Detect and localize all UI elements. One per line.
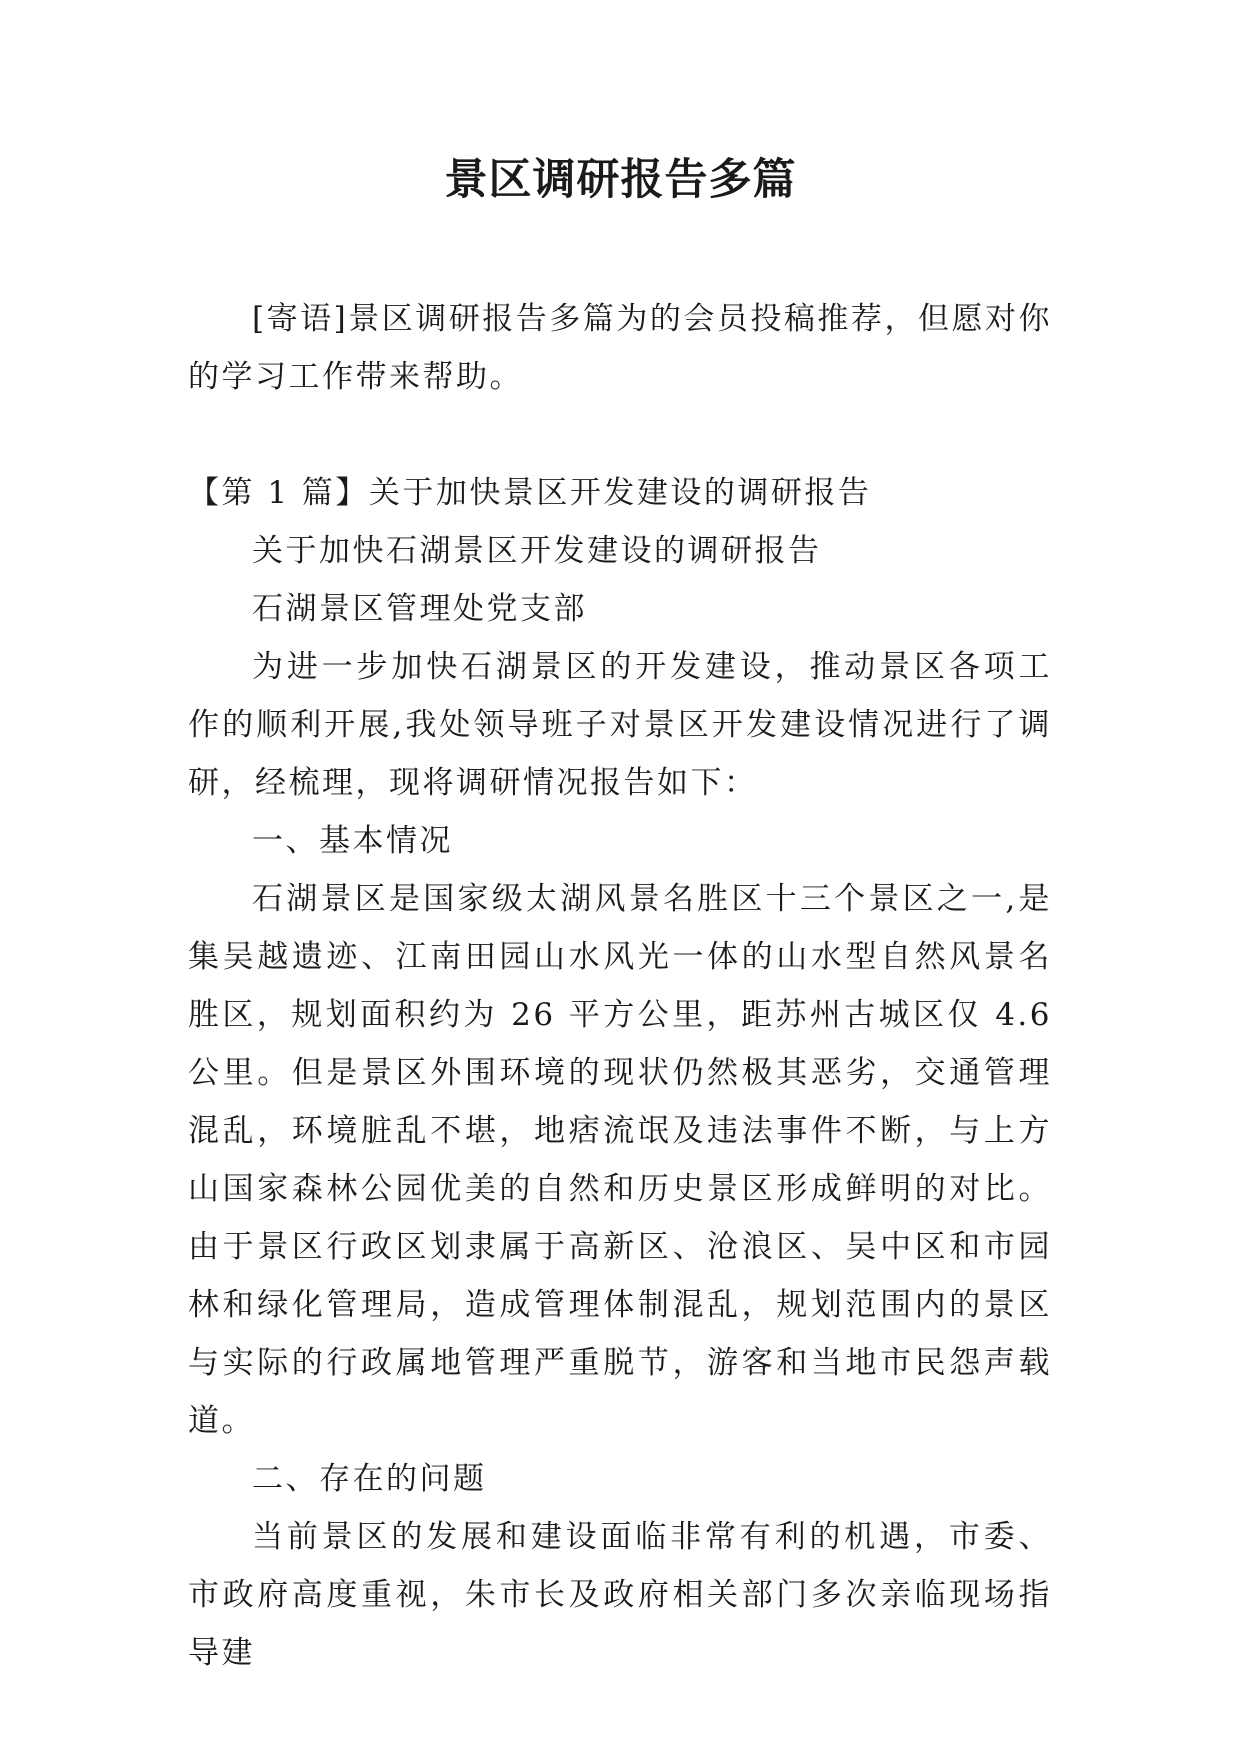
opening-paragraph: 为进一步加快石湖景区的开发建设，推动景区各项工作的顺利开展,我处领导班子对景区开发建设情况进行了调研，经梳理，现将调研情况报告如下： [188, 649, 1052, 801]
problems-heading: 二、存在的问题 [252, 1461, 487, 1497]
report-title: 关于加快石湖景区开发建设的调研报告 [252, 533, 822, 569]
intro-paragraph: [寄语]景区调研报告多篇为的会员投稿推荐，但愿对你的学习工作带来帮助。 [188, 301, 1052, 395]
problems-paragraph: 当前景区的发展和建设面临非常有利的机遇，市委、市政府高度重视，朱市长及政府相关部门多次亲临现场指导建 [188, 1519, 1052, 1671]
report-author: 石湖景区管理处党支部 [252, 591, 587, 627]
basic-situation-heading: 一、基本情况 [252, 823, 453, 859]
blank-line [188, 406, 1052, 464]
document-body [188, 290, 1052, 1682]
document-title: 景区调研报告多篇 [444, 155, 797, 205]
basic-situation-paragraph: 石湖景区是国家级太湖风景名胜区十三个景区之一,是集吴越遗迹、江南田园山水风光一体的山水型自然风景名胜区，规划面积约为 26 平方公里，距苏州古城区仅 4.6 公里。但是景区外围环境的现状仍然极其恶劣，交通管理混乱，环境脏乱不堪，地痞流氓及违法事件不断，与上方山国家森林公园优美的自然和历史景区形成鲜明的对比。由于景区行政区划隶属于高新区、沧浪区、吴中区和市园林和绿化管理局，造成管理体制混乱，规划范围内的景区与实际的行政属地管理严重脱节，游客和当地市民怨声载道。 [188, 881, 1052, 1439]
section-heading: 【第 1 篇】关于加快景区开发建设的调研报告 [188, 475, 872, 511]
